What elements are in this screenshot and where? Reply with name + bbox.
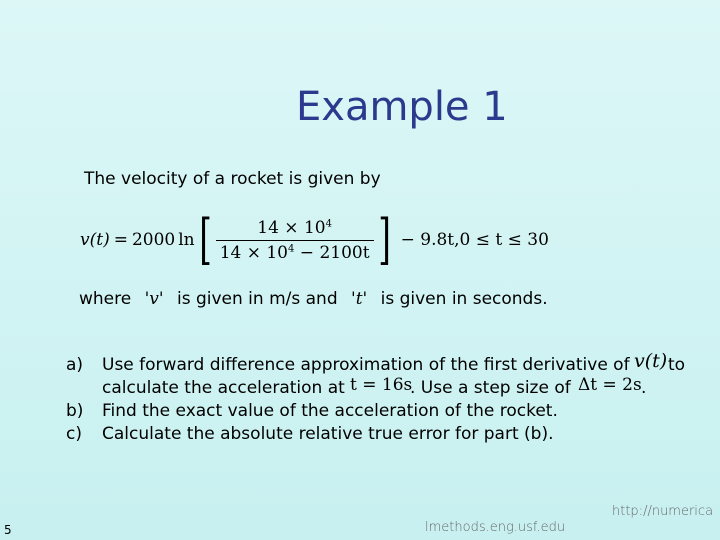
eq-num-exp: 4 — [325, 217, 332, 229]
list-label: a) — [66, 355, 84, 375]
eq-den: 14 × 10 — [219, 242, 289, 263]
slide-title: Example 1 — [296, 84, 508, 130]
item-a-line2a: calculate the acceleration at — [102, 378, 345, 398]
eq-den-exp: 4 — [288, 242, 295, 254]
where-word: where — [79, 289, 132, 309]
eq-num: 14 × 10 — [257, 217, 326, 238]
item-a-period: . — [641, 378, 647, 398]
where-mid: is given in m/s and — [176, 289, 338, 309]
t-symbol: 't' — [351, 289, 368, 309]
item-a-line2 — [102, 378, 345, 398]
eq-tail: − 9.8t,0 ≤ t ≤ 30 — [400, 230, 549, 250]
footer-url-part1[interactable]: http://numerica — [612, 504, 714, 519]
item-b-text: Find the exact value of the acceleration of the rocket. — [102, 401, 558, 421]
eq-lhs: v(t) — [80, 230, 110, 250]
list-item-c — [66, 424, 553, 444]
item-a-dt: Δt = 2s — [578, 375, 642, 395]
item-c-text: Calculate the absolute relative true error for part (b). — [102, 424, 554, 444]
where-line — [79, 289, 548, 309]
eq-ln: ln — [178, 230, 195, 250]
intro-text: The velocity of a rocket is given by — [84, 169, 381, 189]
eq-fraction — [216, 218, 374, 263]
list-label: c) — [66, 424, 82, 444]
list-item-a — [66, 355, 630, 375]
item-a-line1: Use forward difference approximation of the first derivative of — [102, 355, 630, 375]
eq-equals: = — [113, 230, 128, 250]
list-item-b — [66, 401, 558, 421]
where-end: is given in seconds. — [380, 289, 548, 309]
page-number: 5 — [4, 523, 12, 537]
velocity-equation — [80, 208, 549, 272]
eq-den-tail: − 2100t — [294, 242, 370, 263]
item-a-to: to — [668, 355, 686, 375]
left-bracket: [ — [198, 208, 212, 271]
item-a-t16: t = 16s — [350, 375, 413, 395]
v-symbol: 'v' — [144, 289, 164, 309]
footer-url-part2[interactable]: lmethods.eng.usf.edu — [425, 520, 566, 535]
right-bracket: ] — [377, 208, 391, 271]
eq-coef: 2000 — [131, 230, 176, 250]
list-label: b) — [66, 401, 84, 421]
item-a-vt: v(t) — [634, 350, 668, 372]
item-a-line2b: . Use a step size of — [410, 378, 571, 398]
